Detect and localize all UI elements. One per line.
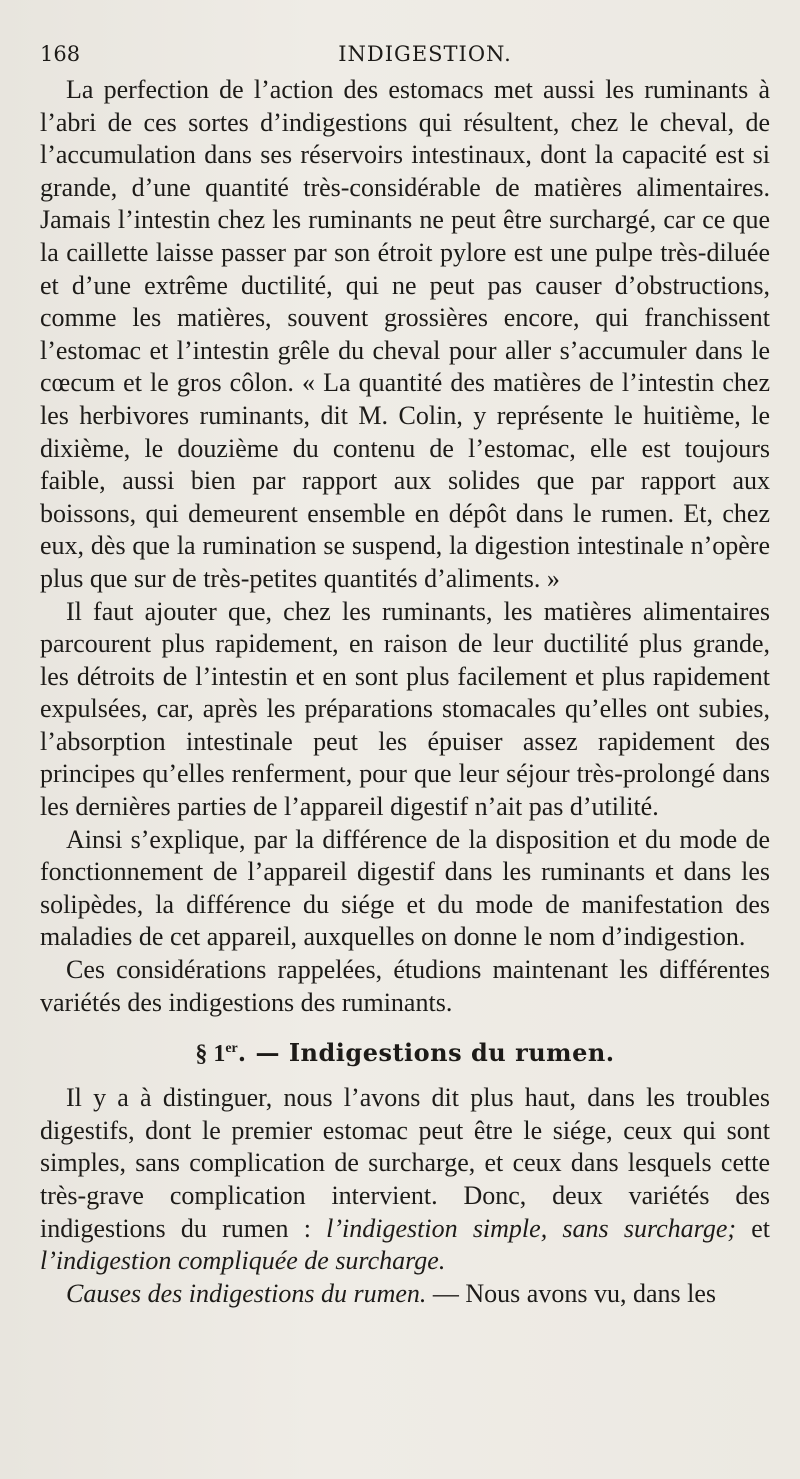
paragraph: Ainsi s’explique, par la différence de la disposition et du mode de fonctionnement de l’appareil digestif dans les ruminants et dans les solipèdes, la différence du siége et du mode de manifestation des maladies de cet appareil, auxquelles on donne le nom d’indigestion. xyxy=(40,824,770,952)
italic-term: l’indigestion simple, sans surcharge; xyxy=(326,1213,737,1243)
page-number: 168 xyxy=(40,42,81,66)
running-head xyxy=(40,34,770,74)
section-paragraph xyxy=(40,1082,770,1278)
italic-term: l’indigestion compliquée de surcharge. xyxy=(40,1246,446,1276)
running-title: INDIGESTION. xyxy=(338,42,512,66)
last-paragraph xyxy=(40,1278,770,1311)
paragraph-text: — Nous avons vu, dans les xyxy=(426,1278,716,1308)
section-number: § 1 xyxy=(195,1041,226,1068)
paragraph: Ces considérations rappelées, étudions maintenant les différentes variétés des indigestions des ruminants. xyxy=(40,955,770,1017)
section-title: . — Indigestions du rumen. xyxy=(237,1038,615,1068)
paragraph: Il faut ajouter que, chez les ruminants, les matières alimentaires parcourent plus rapidement, en raison de leur ductilité plus grande, les détroits de l’intestin et en sont plus facilement et plus rapidement expulsées, car, après les préparations stomacales qu’elles ont subies, l’absorption intestinale peut les épuiser assez rapidement des principes qu’elles renferment, pour que leur séjour très-prolongé dans les dernières parties de l’appareil digestif n’ait pas d’utilité. xyxy=(40,596,770,822)
section-heading xyxy=(40,1029,770,1074)
paragraph-text: et xyxy=(736,1213,771,1243)
paragraph: La perfection de l’action des estomacs met aussi les ruminants à l’abri de ces sortes d’indigestions qui résultent, chez le cheval, de l’accumulation dans ses réservoirs intestinaux, dont la capacité est si grande, d’une quantité très-considérable de matières alimentaires. Jamais l’intestin chez les ruminants ne peut être surchargé, car ce que la caillette laisse passer par son étroit pylore est une pulpe très-diluée et d’une extrême ductilité, qui ne peut pas causer d’obstructions, comme les matières, souvent grossières encore, qui franchissent l’estomac et l’intestin grêle du cheval pour aller s’accumuler dans le cœcum et le gros côlon. « La quantité des matières de l’intestin chez les herbivores ruminants, dit M. Colin, y représente le huitième, le dixième, le douzième du contenu de l’estomac, elle est toujours faible, aussi bien par rapport aux solides que par rapport aux boissons, qui demeurent ensemble en dépôt dans le rumen. Et, chez eux, dès que la rumination se suspend, la digestion intestinale n’opère plus que sur de très-petites quantités d’aliments. » xyxy=(40,75,770,593)
subsection-title: Causes des indigestions du rumen. xyxy=(66,1278,427,1308)
page-body xyxy=(40,74,770,1310)
section-number-sup: er xyxy=(225,1041,238,1057)
paragraph-text: Il y a à distinguer, nous l’avons dit plus haut, dans les troubles digestifs, dont le premier estomac peut être le siége, ceux qui sont simples, sans complication de surcharge, et ceux dans lesquels cette très-grave complication intervient. Donc, deux variétés des indigestions du rumen : xyxy=(40,1083,770,1243)
